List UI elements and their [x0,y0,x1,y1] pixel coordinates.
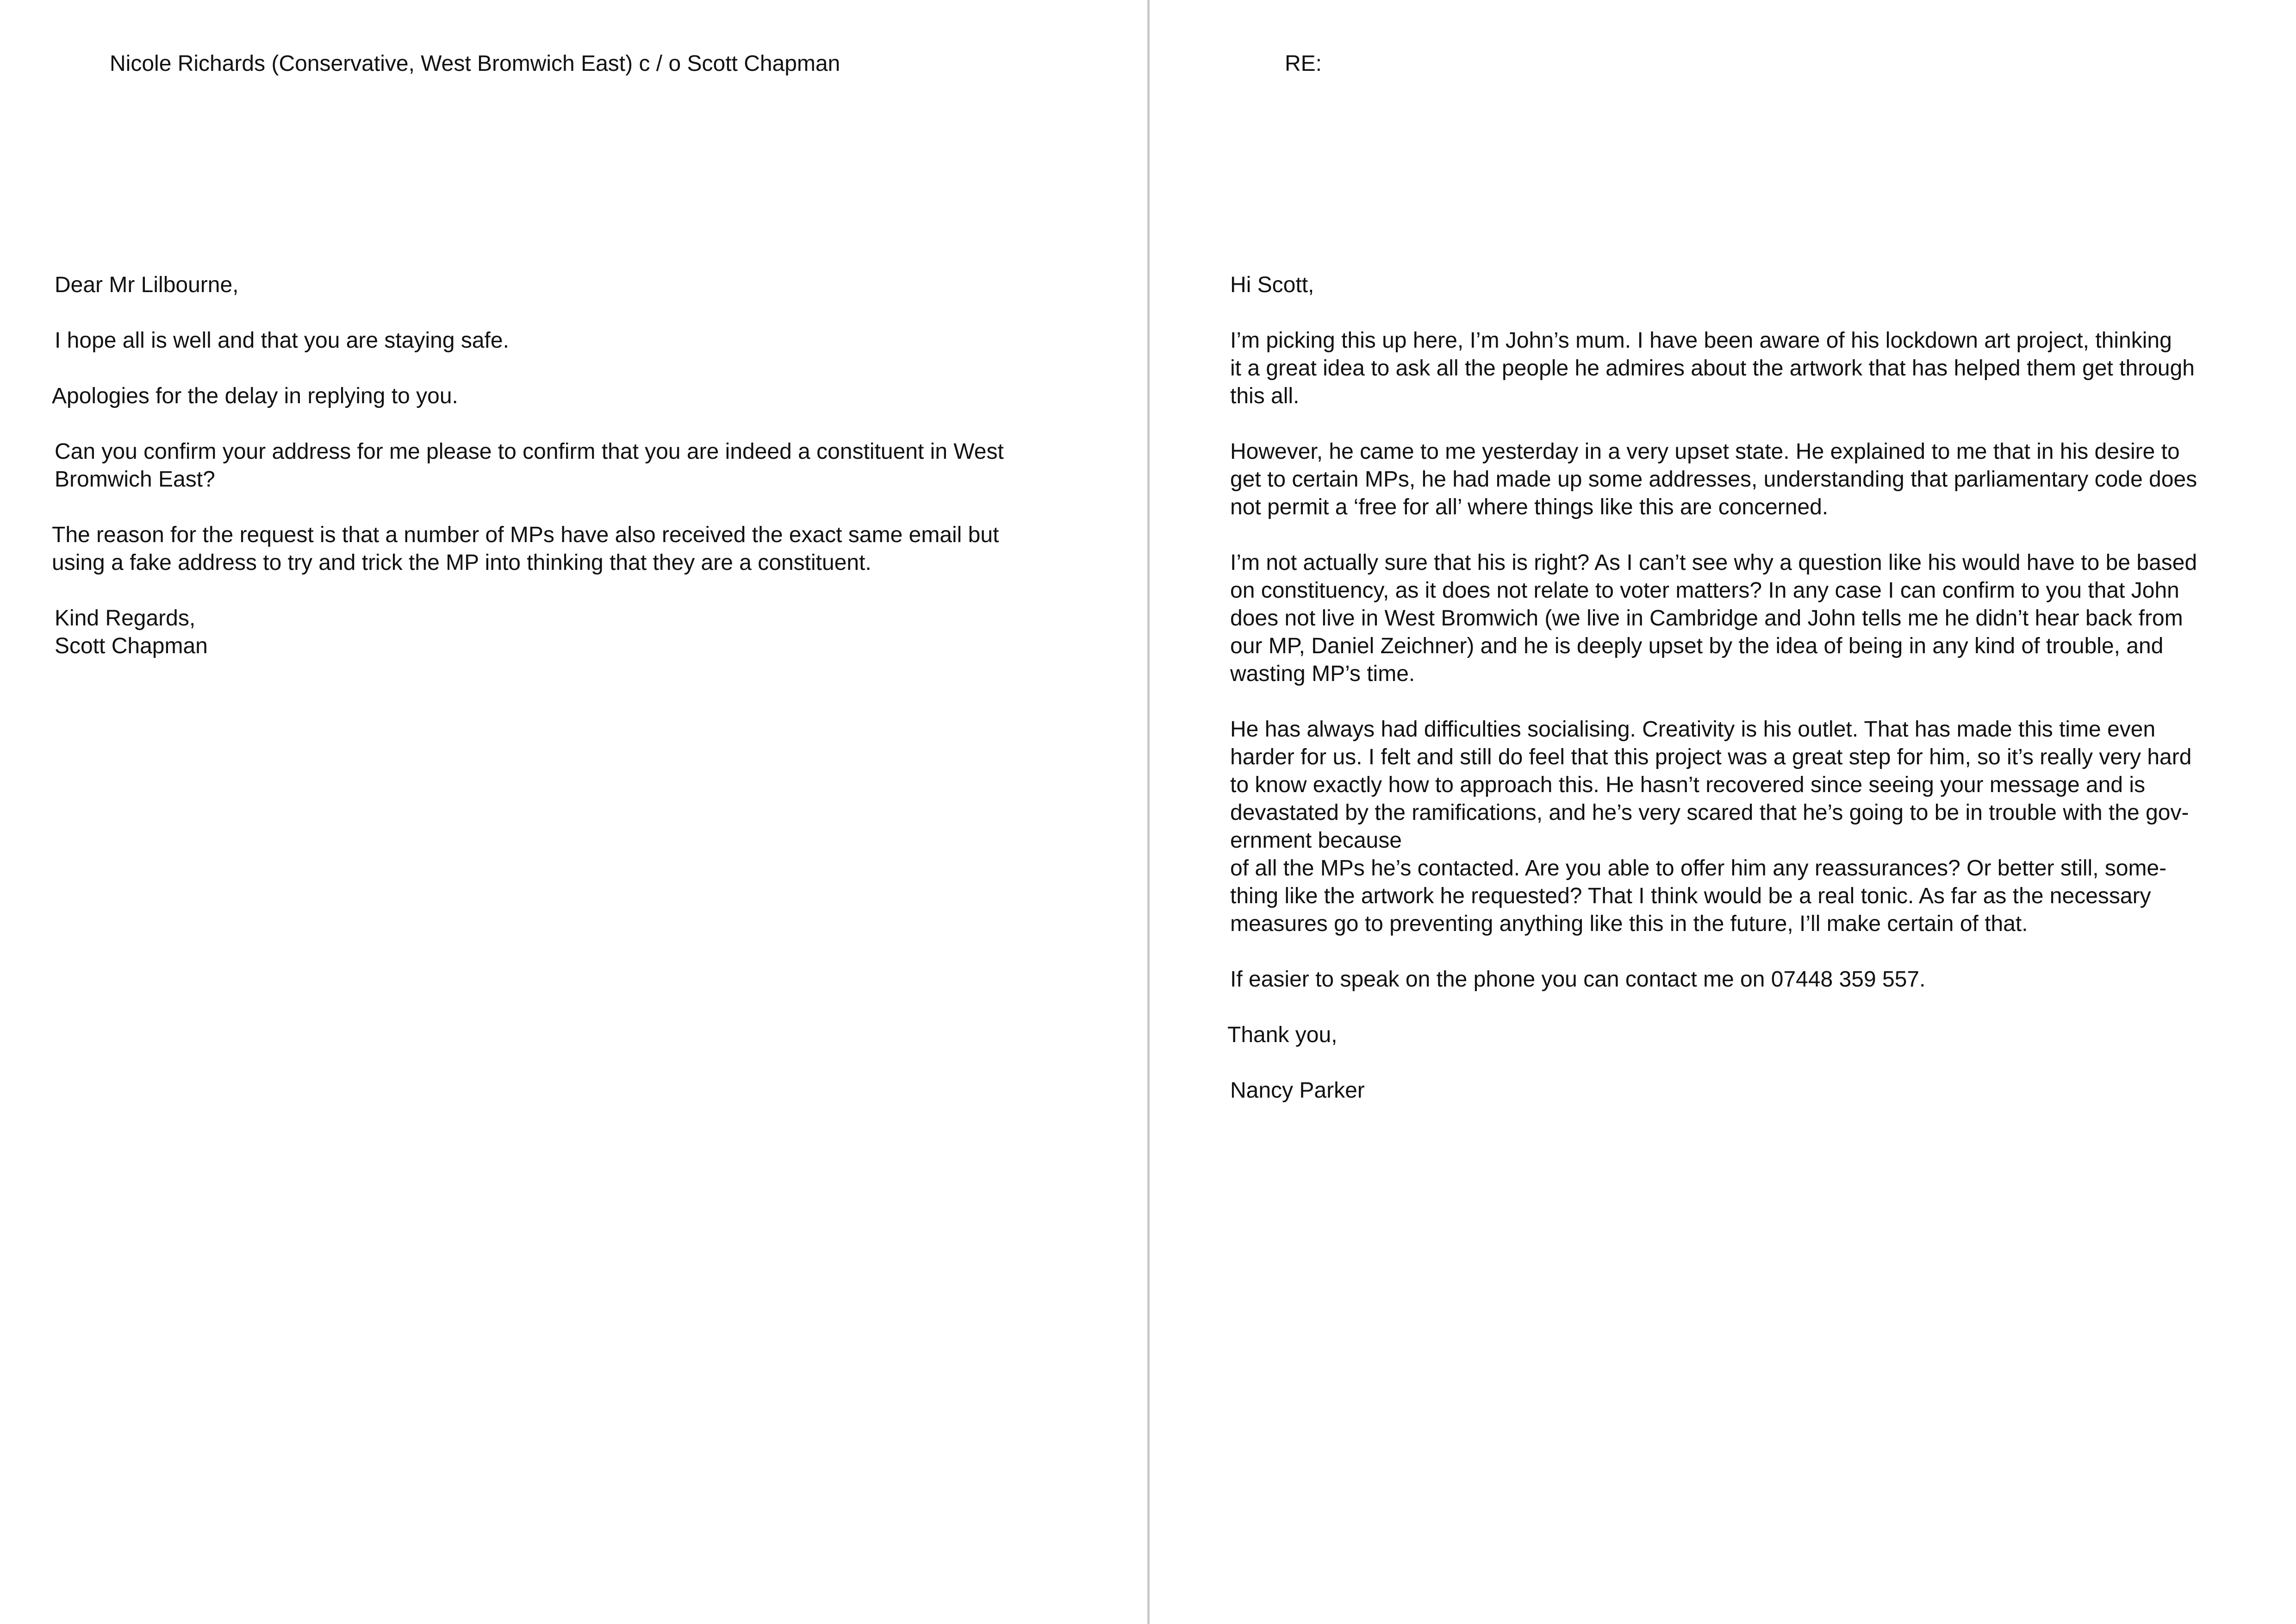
right-letter-page [1150,0,2296,1624]
right-paragraph: I’m not actually sure that his is right? As I can’t see why a question like his would have to be based on constituency, as it does not relate to voter matters? In any case I can confirm to you that John does not live in West Bromwich (we live in Cambridge and John tells me he didn’t hear back from our MP, Daniel Zeichner) and he is deeply upset by the idea of being in any kind of trouble, and wasting MP’s time. [1230,550,2197,686]
left-paragraph: Can you confirm your address for me please to confirm that you are indeed a constituent in West Bromwich East? [55,439,1004,492]
right-paragraph: He has always had difficulties socialising. Creativity is his outlet. That has made this time even harder for us. I felt and still do feel that this project was a great step for him, so it’s really very hard to know exactly how to approach this. He hasn’t recovered since seeing your message and is devastated by the ramifications, and he’s very scared that he’s going to be in trouble with the gov- ernment because of all the MPs he’s contacted. Are you able to offer him any reassurances? Or better still, some- thing like the artwork he requested? That I think would be a real tonic. As far as the necessary measures go to preventing anything like this in the future, I’ll make certain of that. [1230,717,2192,936]
right-signature: Nancy Parker [1230,1078,1365,1103]
left-signature: Scott Chapman [55,634,208,658]
right-header-subject: RE: [1285,51,1322,76]
left-sign-off: Kind Regards, [55,606,196,631]
left-greeting: Dear Mr Lilbourne, [55,273,239,297]
left-letter-body [52,271,1064,660]
left-paragraph: Apologies for the delay in replying to you. [52,384,458,408]
right-paragraph: If easier to speak on the phone you can contact me on 07448 359 557. [1230,967,1926,992]
right-letter-body [1227,271,2248,1105]
left-paragraph: I hope all is well and that you are staying safe. [55,328,509,353]
right-paragraph: However, he came to me yesterday in a very upset state. He explained to me that in his desire to get to certain MPs, he had made up some addresses, understanding that parliamentary code does not permit a ‘free for all’ where things like this are concerned. [1230,439,2197,519]
right-paragraph: I’m picking this up here, I’m John’s mum. I have been aware of his lockdown art project, thinking it a great idea to ask all the people he admires about the artwork that has helped them get through this all. [1230,328,2195,408]
right-greeting: Hi Scott, [1230,273,1314,297]
left-header-recipient: Nicole Richards (Conservative, West Bromwich East) c / o Scott Chapman [110,51,840,76]
right-sign-off: Thank you, [1227,1023,1338,1047]
left-paragraph: The reason for the request is that a number of MPs have also received the exact same email but using a fake address to try and trick the MP into thinking that they are a constituent. [52,523,999,575]
